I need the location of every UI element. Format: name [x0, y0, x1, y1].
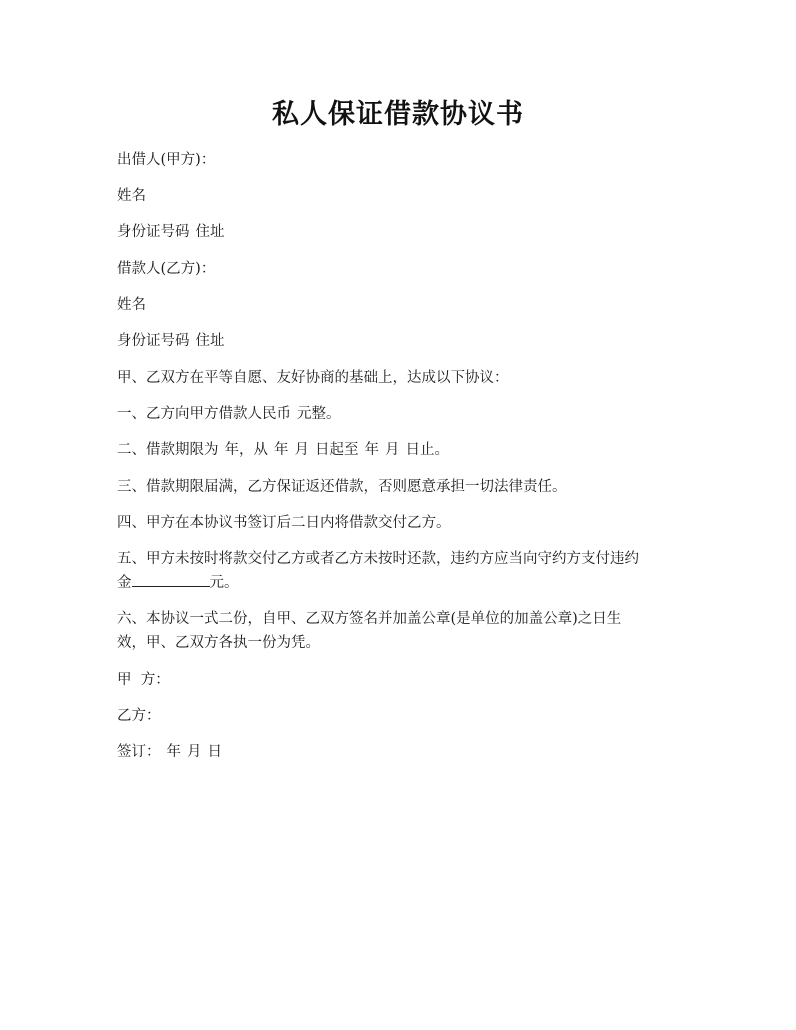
borrower-id-address-row [117, 329, 677, 353]
clause-2-start-year: 年 [274, 442, 289, 458]
clause-2-start-day: 日起至 [315, 442, 359, 458]
signing-date-row [117, 740, 677, 764]
clause-2-end-day: 日止。 [405, 442, 449, 458]
clause-3: 三、借款期限届满，乙方保证返还借款，否则愿意承担一切法律责任。 [117, 479, 567, 495]
clause-1-text: 一、乙方向甲方借款人民币 [117, 406, 291, 422]
lender-name-label: 姓名 [117, 188, 146, 204]
document-title: 私人保证借款协议书 [272, 99, 524, 130]
signed-month: 月 [187, 744, 202, 760]
clause-6-line-1: 六、本协议一式二份，自甲、乙双方签名并加盖公章(是单位的加盖公章)之日生 [117, 611, 622, 627]
clause-5-line-1: 五、甲方未按时将款交付乙方或者乙方未按时还款，违约方应当向守约方支付违约 [117, 551, 639, 567]
clause-5-line-2 [117, 571, 677, 595]
clause-2-end-year: 年 [364, 442, 379, 458]
penalty-amount-blank [132, 572, 210, 587]
clause-4: 四、甲方在本协议书签订后二日内将借款交付乙方。 [117, 515, 451, 531]
clause-1-unit: 元整。 [297, 406, 341, 422]
lender-id-label: 身份证号码 [117, 224, 190, 240]
preamble: 甲、乙双方在平等自愿、友好协商的基础上，达成以下协议： [117, 370, 509, 386]
clause-2-end-month: 月 [385, 442, 400, 458]
signed-label: 签订： [117, 744, 161, 760]
borrower-id-label: 身份证号码 [117, 333, 190, 349]
borrower-heading: 借款人(乙方)： [117, 261, 216, 277]
clause-5-unit: 元。 [209, 575, 239, 591]
clause-2-start-month: 月 [294, 442, 309, 458]
clause-6-line-2: 效，甲、乙双方各执一份为凭。 [117, 635, 320, 651]
borrower-address-label: 住址 [195, 333, 225, 349]
signed-day: 日 [207, 744, 222, 760]
clause-5-penalty-label: 金 [117, 575, 132, 591]
party-a-signature: 甲 方： [117, 672, 170, 688]
borrower-name-label: 姓名 [117, 297, 146, 313]
clause-1 [117, 402, 677, 426]
party-b-signature: 乙方： [117, 708, 161, 724]
clause-2-text: 二、借款期限为 [117, 442, 219, 458]
lender-address-label: 住址 [195, 224, 225, 240]
clause-2-years: 年，从 [224, 442, 268, 458]
signed-year: 年 [166, 744, 181, 760]
lender-id-address-row [117, 220, 677, 244]
lender-heading: 出借人(甲方)： [117, 152, 216, 168]
clause-2 [117, 438, 677, 462]
